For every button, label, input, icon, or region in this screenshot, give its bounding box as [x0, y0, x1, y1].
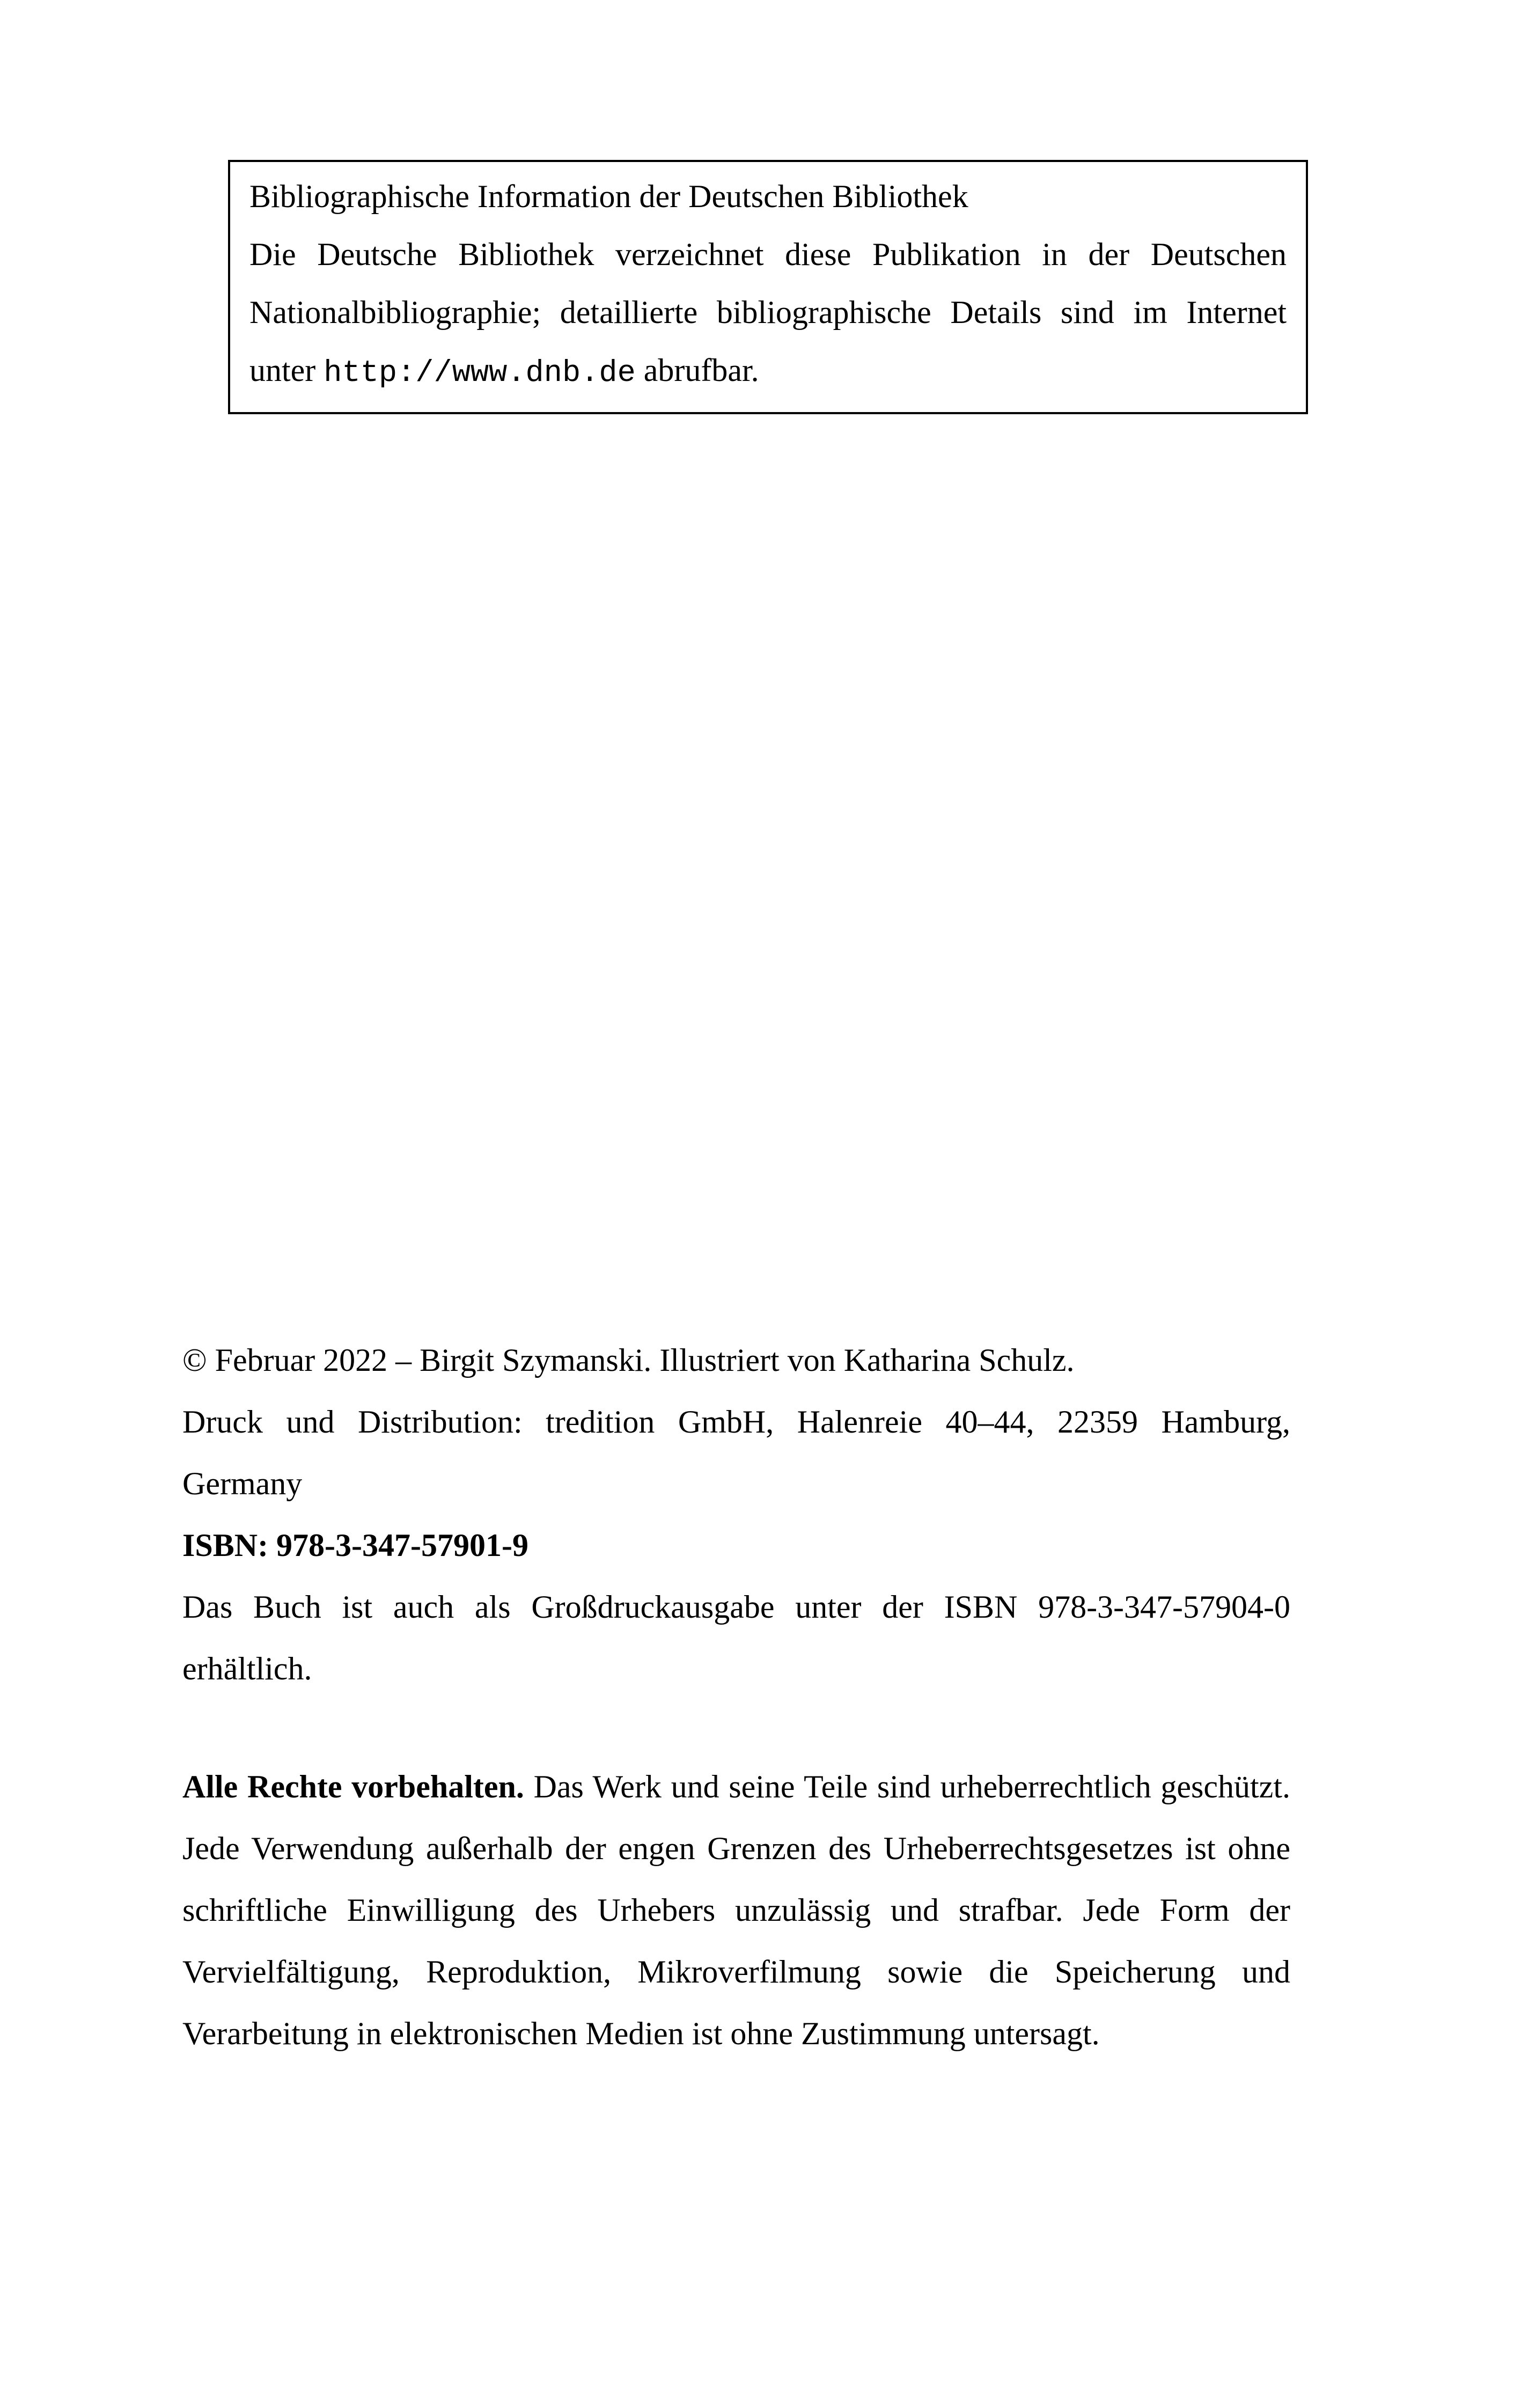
rights-text: Das Werk und seine Teile sind urheberrechtlich geschützt. Jede Verwendung außerhalb der engen Grenzen des Urheberrechtsgesetzes ist ohne schriftliche Einwilligung des Urhebers unzulässig und strafbar. Jede Form der Vervielfältigung, Reproduktion, Mikroverfilmung sowie die Speicherung und Verarbeitung in elektronischen Medien ist ohne Zustimmung untersagt. [182, 1769, 1290, 2051]
dnb-url-text: http://www.dnb.de [324, 356, 636, 391]
rights-paragraph [182, 1756, 1290, 2065]
isbn-line: ISBN: 978-3-347-57901-9 [182, 1528, 528, 1563]
imprint-block [182, 1330, 1290, 2065]
dnb-info-box [228, 160, 1308, 414]
dnb-box-text-after: abrufbar. [635, 353, 759, 388]
dnb-box-title: Bibliographische Information der Deutschen Bibliothek [249, 179, 968, 214]
dnb-box-body [249, 225, 1287, 402]
grossdruck-paragraph: Das Buch ist auch als Großdruckausgabe unter der ISBN 978-3-347-57904-0 erhältlich. [182, 1589, 1290, 1686]
dnb-box-text-before: Die Deutsche Bibliothek verzeichnet diese Publikation in der Deutschen Nationalbibliographie; detaillierte bibliographische Details sind im Internet unter [249, 237, 1287, 388]
distribution-paragraph: Druck und Distribution: tredition GmbH, Halenreie 40–44, 22359 Hamburg, Germany [182, 1404, 1290, 1501]
rights-lead: Alle Rechte vorbehalten. [182, 1769, 524, 1804]
copyright-line: © Februar 2022 – Birgit Szymanski. Illustriert von Katharina Schulz. [182, 1342, 1075, 1378]
